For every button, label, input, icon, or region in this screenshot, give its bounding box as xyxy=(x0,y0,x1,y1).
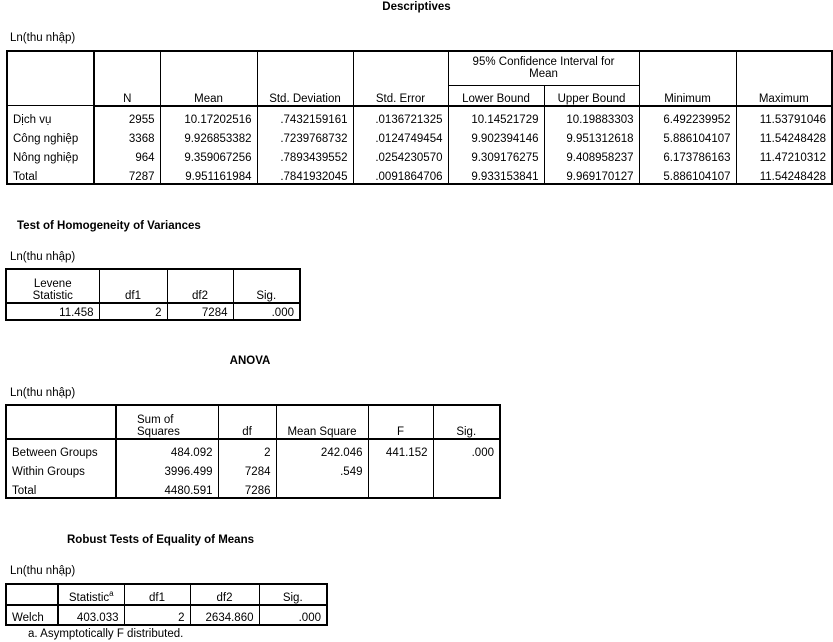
cell-value: 964 xyxy=(94,145,160,164)
cell-value: .7239768732 xyxy=(257,126,353,145)
df1-value: 2 xyxy=(99,303,167,320)
header-f: F xyxy=(368,405,433,439)
cell-value: 5.886104107 xyxy=(639,126,736,145)
cell-value: .7893439552 xyxy=(257,145,353,164)
cell-value: 9.359067256 xyxy=(160,145,257,164)
robust-table xyxy=(5,583,328,626)
cell-value: 7284 xyxy=(218,459,276,478)
cell-value xyxy=(368,478,433,498)
df2-value: 7284 xyxy=(167,303,233,320)
anova-title: ANOVA xyxy=(229,355,271,367)
cell-value: 9.902394146 xyxy=(448,126,544,145)
cell-value: 403.033 xyxy=(58,605,124,625)
header-levene: Levene Statistic xyxy=(6,269,99,303)
row-label: Within Groups xyxy=(6,459,116,478)
header-sig: Sig. xyxy=(259,584,327,605)
anova-table xyxy=(5,404,501,499)
cell-value: 10.14521729 xyxy=(448,106,544,126)
header-std-deviation: Std. Deviation xyxy=(257,51,353,106)
header-mean-square: Mean Square xyxy=(276,405,368,439)
cell-value: .000 xyxy=(259,605,327,625)
header-df2: df2 xyxy=(190,584,259,605)
footnote-marker: a xyxy=(109,589,114,599)
header-minimum: Minimum xyxy=(639,51,736,106)
table-row xyxy=(6,478,500,498)
descriptives-variable: Ln(thu nhập) xyxy=(10,32,76,44)
cell-value: 6.173786163 xyxy=(639,145,736,164)
robust-title: Robust Tests of Equality of Means xyxy=(67,534,254,546)
row-label: Between Groups xyxy=(6,439,116,459)
cell-value: .0136721325 xyxy=(353,106,448,126)
header-sum-of-squares: Sum of Squares xyxy=(116,405,218,439)
table-row xyxy=(7,145,832,164)
levene-value: 11.458 xyxy=(6,303,99,320)
header-df2: df2 xyxy=(167,269,233,303)
cell-value: .0124749454 xyxy=(353,126,448,145)
header-std-error: Std. Error xyxy=(353,51,448,106)
table-row xyxy=(6,605,327,625)
cell-value: 3368 xyxy=(94,126,160,145)
cell-value: 9.951161984 xyxy=(160,164,257,184)
cell-value: .7432159161 xyxy=(257,106,353,126)
cell-value: 10.17202516 xyxy=(160,106,257,126)
cell-value: 242.046 xyxy=(276,439,368,459)
homogeneity-table xyxy=(5,268,301,321)
header-upper-bound: Upper Bound xyxy=(544,85,639,106)
row-label: Welch xyxy=(6,605,58,625)
row-label: Total xyxy=(7,164,94,184)
header-statistic-label: Statistic xyxy=(68,592,110,604)
header-df: df xyxy=(218,405,276,439)
header-sig: Sig. xyxy=(233,269,300,303)
robust-footnote: a. Asymptotically F distributed. xyxy=(28,628,184,640)
cell-value xyxy=(276,478,368,498)
cell-value: 441.152 xyxy=(368,439,433,459)
cell-value: 9.969170127 xyxy=(544,164,639,184)
cell-value: 6.492239952 xyxy=(639,106,736,126)
cell-value: 4480.591 xyxy=(116,478,218,498)
row-label: Dịch vụ xyxy=(7,106,94,126)
cell-value xyxy=(433,459,500,478)
cell-value: 2 xyxy=(124,605,190,625)
cell-value: .0091864706 xyxy=(353,164,448,184)
cell-value: 9.926853382 xyxy=(160,126,257,145)
cell-value: .7841932045 xyxy=(257,164,353,184)
descriptives-table xyxy=(6,50,833,185)
cell-value: 2 xyxy=(218,439,276,459)
cell-value: .000 xyxy=(433,439,500,459)
table-row xyxy=(7,106,832,126)
cell-value: .0254230570 xyxy=(353,145,448,164)
cell-value xyxy=(368,459,433,478)
header-ci: 95% Confidence Interval for Mean xyxy=(448,51,639,85)
table-row xyxy=(7,164,832,184)
cell-value: 11.54248428 xyxy=(736,164,832,184)
sig-value: .000 xyxy=(233,303,300,320)
header-n: N xyxy=(94,51,160,106)
corner-cell xyxy=(6,405,116,439)
cell-value: 2955 xyxy=(94,106,160,126)
homogeneity-variable: Ln(thu nhập) xyxy=(10,251,76,263)
cell-value: 10.19883303 xyxy=(544,106,639,126)
cell-value: .549 xyxy=(276,459,368,478)
anova-variable: Ln(thu nhập) xyxy=(10,387,76,399)
header-mean: Mean xyxy=(160,51,257,106)
header-statistic xyxy=(58,584,124,605)
cell-value: 3996.499 xyxy=(116,459,218,478)
header-maximum: Maximum xyxy=(736,51,832,106)
cell-value xyxy=(433,478,500,498)
table-row xyxy=(7,126,832,145)
cell-value: 2634.860 xyxy=(190,605,259,625)
cell-value: 7287 xyxy=(94,164,160,184)
cell-value: 11.53791046 xyxy=(736,106,832,126)
cell-value: 484.092 xyxy=(116,439,218,459)
cell-value: 7286 xyxy=(218,478,276,498)
cell-value: 9.408958237 xyxy=(544,145,639,164)
cell-value: 9.933153841 xyxy=(448,164,544,184)
homogeneity-title: Test of Homogeneity of Variances xyxy=(17,220,201,232)
corner-cell xyxy=(6,584,58,605)
cell-value: 11.54248428 xyxy=(736,126,832,145)
robust-variable: Ln(thu nhập) xyxy=(10,565,76,577)
header-lower-bound: Lower Bound xyxy=(448,85,544,106)
cell-value: 9.309176275 xyxy=(448,145,544,164)
row-label: Nông nghiệp xyxy=(7,145,94,164)
table-row xyxy=(6,459,500,478)
cell-value: 11.47210312 xyxy=(736,145,832,164)
row-label: Công nghiệp xyxy=(7,126,94,145)
table-row xyxy=(6,439,500,459)
cell-value: 5.886104107 xyxy=(639,164,736,184)
corner-cell xyxy=(7,51,94,106)
row-label: Total xyxy=(6,478,116,498)
cell-value: 9.951312618 xyxy=(544,126,639,145)
descriptives-title: Descriptives xyxy=(382,1,451,13)
header-df1: df1 xyxy=(124,584,190,605)
header-sig: Sig. xyxy=(433,405,500,439)
header-df1: df1 xyxy=(99,269,167,303)
